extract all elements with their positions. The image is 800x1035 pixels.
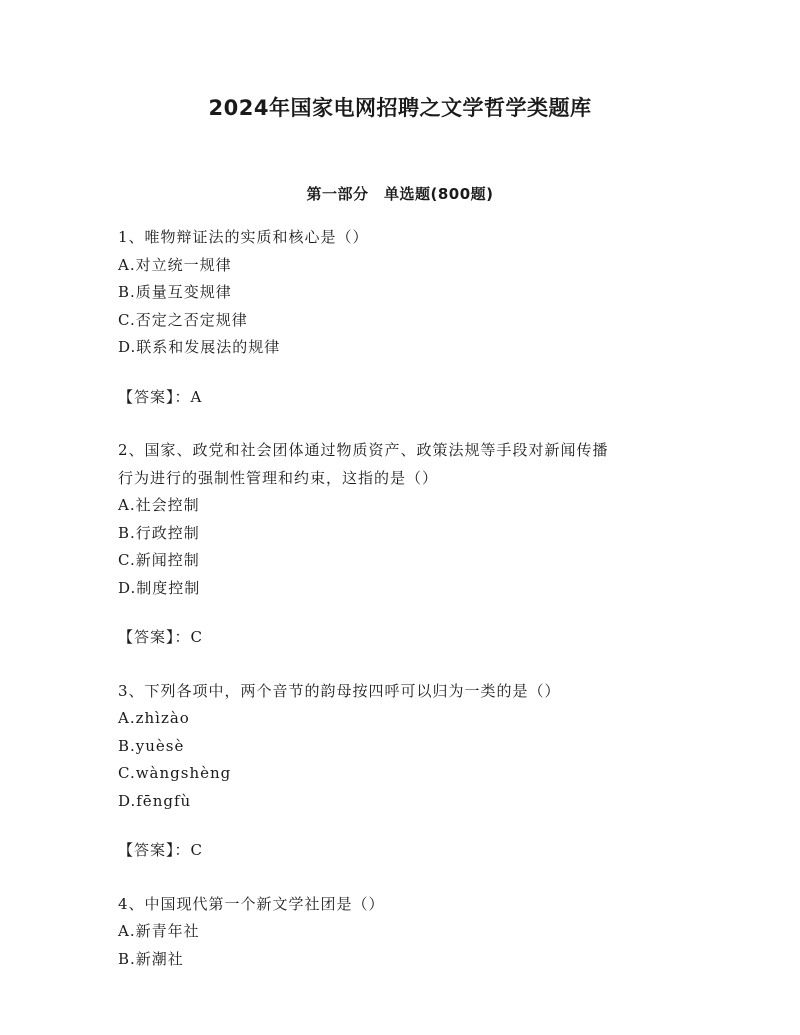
option-d: D.fēngfù [118, 791, 192, 810]
answer-line [118, 624, 688, 652]
answer-label: 【答案】： [118, 841, 191, 859]
answer-value: C [190, 628, 203, 646]
option-b: B.新潮社 [118, 949, 184, 968]
answer-label: 【答案】： [118, 387, 191, 406]
option-b: B.yuèsè [118, 736, 185, 755]
option-c: C.否定之否定规律 [118, 310, 248, 329]
option-b: B.质量互变规律 [118, 283, 232, 301]
question-stem: 1、唯物辩证法的实质和核心是（） [118, 228, 369, 246]
option-c: C.新闻控制 [118, 551, 200, 569]
section-heading: 第一部分 单选题(800题) [306, 185, 494, 203]
answer-line [118, 837, 688, 865]
question-1 [118, 224, 688, 411]
answer-value: C [190, 841, 203, 859]
question-stem-line-1: 2、国家、政党和社会团体通过物质资产、政策法规等手段对新闻传播 [118, 441, 609, 459]
option-a: A.社会控制 [118, 496, 200, 514]
option-a: A.新青年社 [118, 922, 200, 940]
option-a: A.zhìzào [118, 709, 190, 727]
option-a: A.对立统一规律 [118, 255, 232, 274]
option-c: C.wàngshèng [118, 764, 232, 782]
question-2 [118, 437, 688, 652]
answer-line [118, 384, 688, 412]
question-stem-line-2: 行为进行的强制性管理和约束，这指的是（） [118, 468, 439, 487]
answer-value: A [190, 387, 203, 406]
question-3 [118, 678, 688, 865]
option-b: B.行政控制 [118, 523, 200, 542]
question-list [118, 224, 688, 973]
answer-label: 【答案】： [118, 628, 191, 646]
question-stem: 3、下列各项中，两个音节的韵母按四呼可以归为一类的是（） [118, 681, 561, 700]
option-d: D.制度控制 [118, 578, 201, 597]
option-d: D.联系和发展法的规律 [118, 338, 281, 356]
question-stem: 4、中国现代第一个新文学社团是（） [118, 894, 385, 913]
document-title: 2024年国家电网招聘之文学哲学类题库 [208, 96, 592, 120]
question-4 [118, 891, 688, 974]
